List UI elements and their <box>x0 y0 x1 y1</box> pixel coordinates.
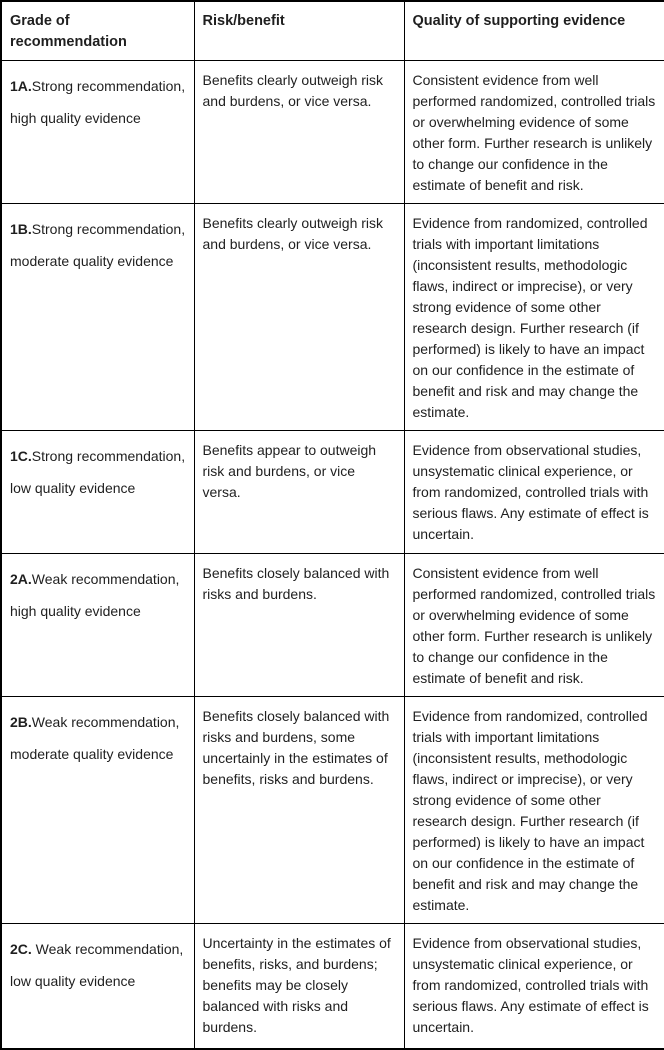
risk-benefit-cell-2c: Uncertainty in the estimates of benefits, risks, and burdens; benefits may be closely balanced with risks and burdens. <box>194 924 404 1049</box>
grade-code: 2B. <box>10 714 32 730</box>
table-row-2a <box>1 554 664 697</box>
evidence-cell-2c: Evidence from observational studies, unsystematic clinical experience, or from randomized, controlled trials with serious flaws. Any estimate of effect is uncertain. <box>404 924 664 1049</box>
grade-cell-2b <box>1 697 194 924</box>
evidence-cell-1b: Evidence from randomized, controlled trials with important limitations (inconsistent results, methodologic flaws, indirect or imprecise), or very strong evidence of some other research design. Further research (if performed) is likely to have an impact on our confidence in the estimate of benefit and risk and may change the estimate. <box>404 204 664 431</box>
header-row <box>1 1 664 61</box>
evidence-cell-2a: Consistent evidence from well performed randomized, controlled trials or overwhelming evidence of some other form. Further research is unlikely to change our confidence in the estimate of benefit and risk. <box>404 554 664 697</box>
table-row-1c <box>1 431 664 554</box>
evidence-cell-1c: Evidence from observational studies, unsystematic clinical experience, or from randomized, controlled trials with serious flaws. Any estimate of effect is uncertain. <box>404 431 664 554</box>
grade-cell-1a <box>1 61 194 204</box>
risk-benefit-cell-1b: Benefits clearly outweigh risk and burdens, or vice versa. <box>194 204 404 431</box>
column-header-risk-benefit: Risk/benefit <box>194 1 404 61</box>
column-header-quality-evidence: Quality of supporting evidence <box>404 1 664 61</box>
grade-code: 1C. <box>10 448 32 464</box>
table-row-1b <box>1 204 664 431</box>
table-row-2b <box>1 697 664 924</box>
grade-cell-2c <box>1 924 194 1049</box>
grade-code: 2C. <box>10 941 32 957</box>
table-row-2c <box>1 924 664 1049</box>
grade-cell-1c <box>1 431 194 554</box>
table-row-1a <box>1 61 664 204</box>
grade-label: Strong recommendation, high quality evidence <box>10 78 186 126</box>
grade-cell-1b <box>1 204 194 431</box>
grade-code: 1B. <box>10 221 32 237</box>
grade-label: Strong recommendation, low quality evidence <box>10 448 186 496</box>
grade-code: 2A. <box>10 571 32 587</box>
grade-label: Weak recommendation, high quality evidence <box>10 571 180 619</box>
grade-label: Strong recommendation, moderate quality evidence <box>10 221 186 269</box>
evidence-cell-1a: Consistent evidence from well performed randomized, controlled trials or overwhelming evidence of some other form. Further research is unlikely to change our confidence in the estimate of benefit and risk. <box>404 61 664 204</box>
grade-label: Weak recommendation, moderate quality evidence <box>10 714 180 762</box>
grade-code: 1A. <box>10 78 32 94</box>
column-header-grade: Grade of recommendation <box>1 1 194 61</box>
evidence-cell-2b: Evidence from randomized, controlled trials with important limitations (inconsistent results, methodologic flaws, indirect or imprecise), or very strong evidence of some other research design. Further research (if performed) is likely to have an impact on our confidence in the estimate of benefit and risk and may change the estimate. <box>404 697 664 924</box>
risk-benefit-cell-1c: Benefits appear to outweigh risk and burdens, or vice versa. <box>194 431 404 554</box>
grade-cell-2a <box>1 554 194 697</box>
risk-benefit-cell-2b: Benefits closely balanced with risks and burdens, some uncertainly in the estimates of benefits, risks and burdens. <box>194 697 404 924</box>
risk-benefit-cell-1a: Benefits clearly outweigh risk and burdens, or vice versa. <box>194 61 404 204</box>
grade-label: Weak recommendation, low quality evidence <box>10 941 184 989</box>
risk-benefit-cell-2a: Benefits closely balanced with risks and burdens. <box>194 554 404 697</box>
